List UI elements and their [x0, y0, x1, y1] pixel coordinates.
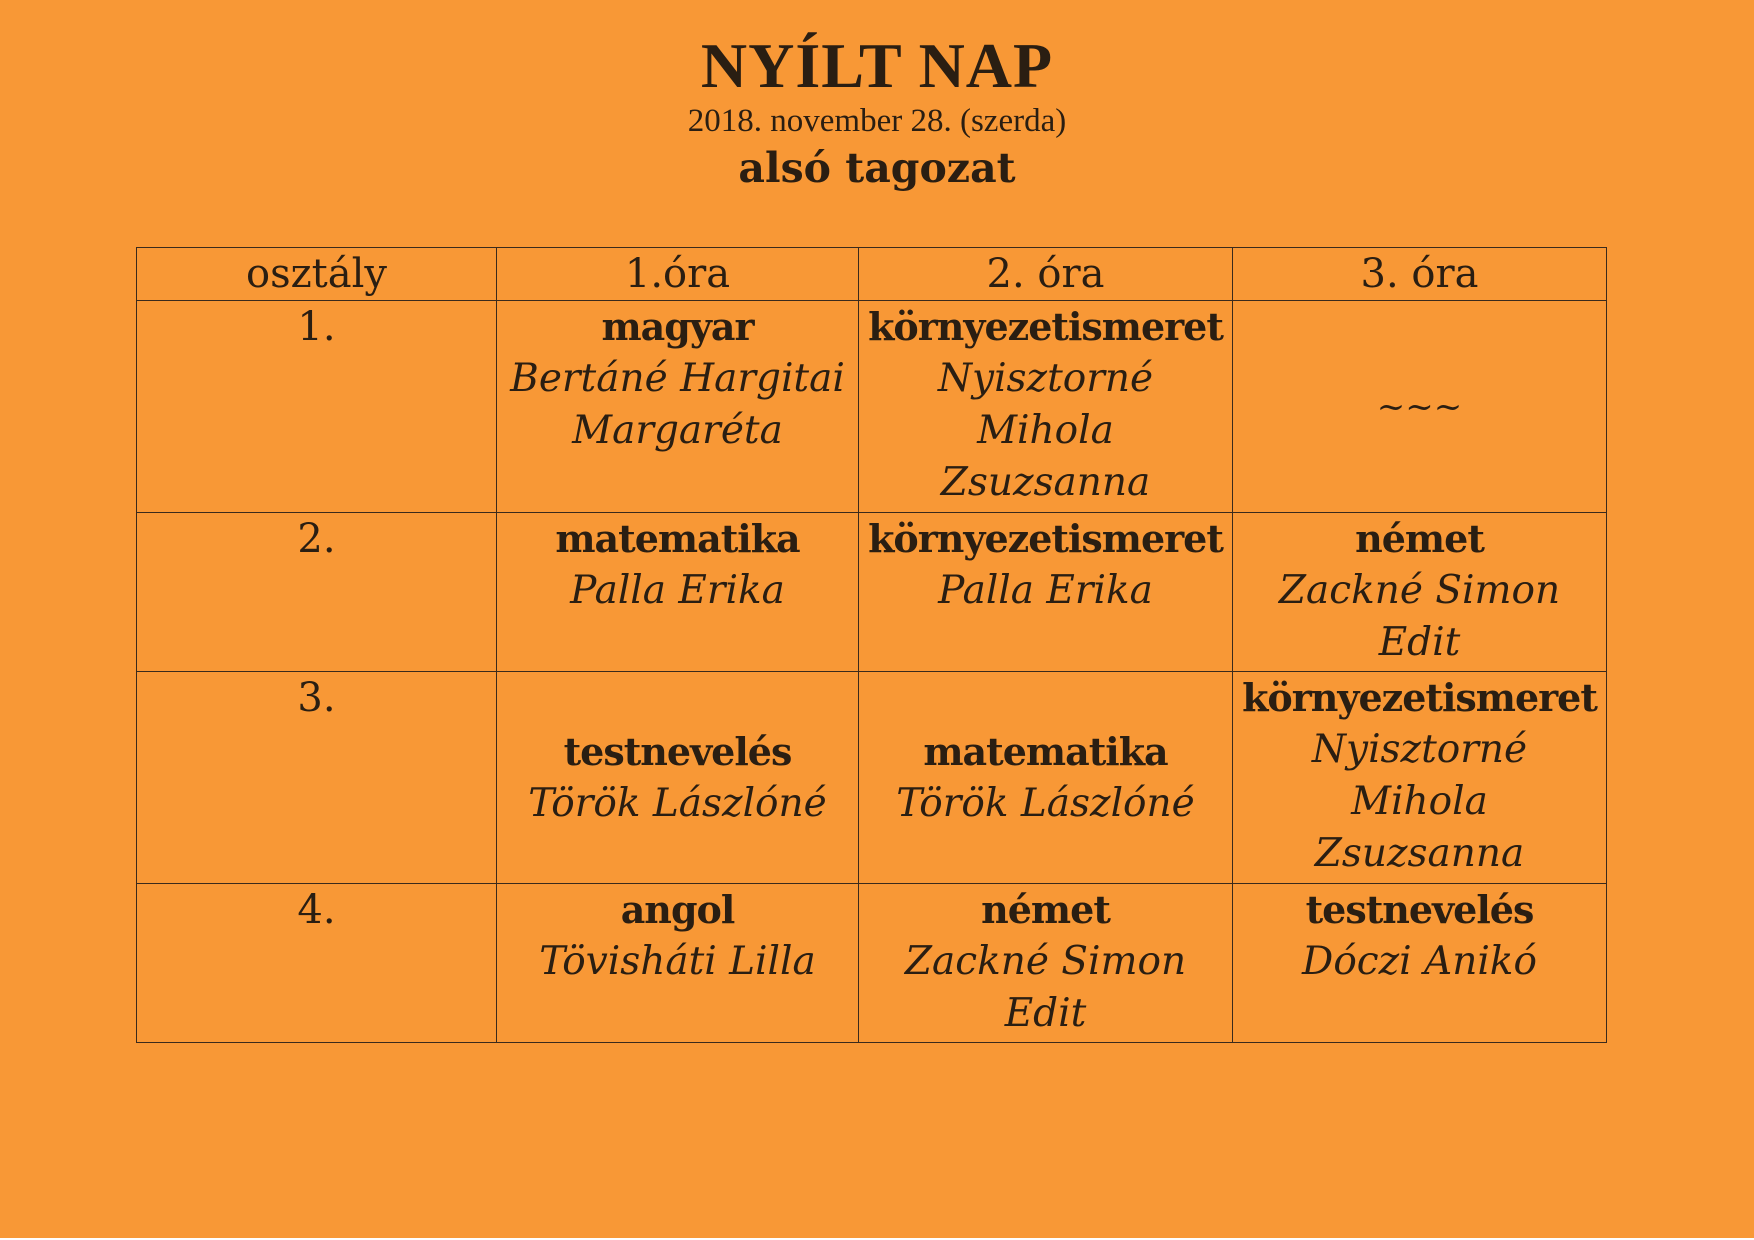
lesson-cell-empty: [1233, 301, 1607, 513]
teacher-name: Török Lászlóné: [896, 780, 1195, 826]
lesson-cell: [497, 513, 859, 672]
subject-name: magyar: [601, 304, 754, 349]
subject-name: környezetismeret: [868, 304, 1223, 349]
teacher-name: Nyisztorné Mihola Zsuzsanna: [937, 356, 1154, 505]
lesson-cell: [1233, 513, 1607, 672]
subject-name: testnevelés: [1305, 887, 1534, 932]
column-header-class: osztály: [137, 248, 497, 301]
table-row: [137, 884, 1607, 1043]
lesson-cell: [859, 301, 1233, 513]
empty-marker: ~~~: [1376, 386, 1463, 427]
teacher-name: Palla Erika: [570, 568, 785, 613]
table-row: [137, 513, 1607, 672]
subject-name: matematika: [923, 728, 1168, 774]
class-label: 4.: [137, 884, 497, 1043]
class-label: 3.: [137, 672, 497, 884]
lesson-cell: [1233, 672, 1607, 884]
lesson-cell: [859, 672, 1233, 884]
class-label: 2.: [137, 513, 497, 672]
teacher-name: Nyisztorné Mihola Zsuzsanna: [1311, 727, 1528, 876]
lesson-cell: [859, 884, 1233, 1043]
table-row: [137, 301, 1607, 513]
column-header-lesson-3: 3. óra: [1233, 248, 1607, 301]
lesson-cell: [497, 672, 859, 884]
table-header-row: [137, 248, 1607, 301]
subject-name: angol: [620, 887, 735, 932]
subject-name: testnevelés: [563, 728, 792, 774]
teacher-name: Zackné Simon Edit: [1278, 568, 1561, 665]
subject-name: matematika: [555, 516, 800, 561]
section-title: alsó tagozat: [738, 144, 1016, 192]
teacher-name: Zackné Simon Edit: [904, 939, 1187, 1036]
teacher-name: Dóczi Anikó: [1302, 939, 1537, 984]
lesson-cell: [497, 301, 859, 513]
lesson-cell: [497, 884, 859, 1043]
teacher-name: Palla Erika: [938, 568, 1153, 613]
column-header-lesson-1: 1.óra: [497, 248, 859, 301]
subject-name: környezetismeret: [1242, 675, 1597, 720]
page-title: NYÍLT NAP: [700, 30, 1054, 101]
teacher-name: Tövisháti Lilla: [539, 939, 816, 984]
teacher-name: Bertáné Hargitai Margaréta: [510, 356, 845, 453]
column-header-lesson-2: 2. óra: [859, 248, 1233, 301]
schedule-table: [136, 247, 1607, 1043]
subject-name: német: [981, 887, 1110, 932]
table-row: [137, 672, 1607, 884]
teacher-name: Török Lászlóné: [528, 780, 827, 826]
lesson-cell: [1233, 884, 1607, 1043]
subject-name: német: [1355, 516, 1484, 561]
subject-name: környezetismeret: [868, 516, 1223, 561]
event-date: 2018. november 28. (szerda): [687, 103, 1067, 139]
lesson-cell: [859, 513, 1233, 672]
class-label: 1.: [137, 301, 497, 513]
